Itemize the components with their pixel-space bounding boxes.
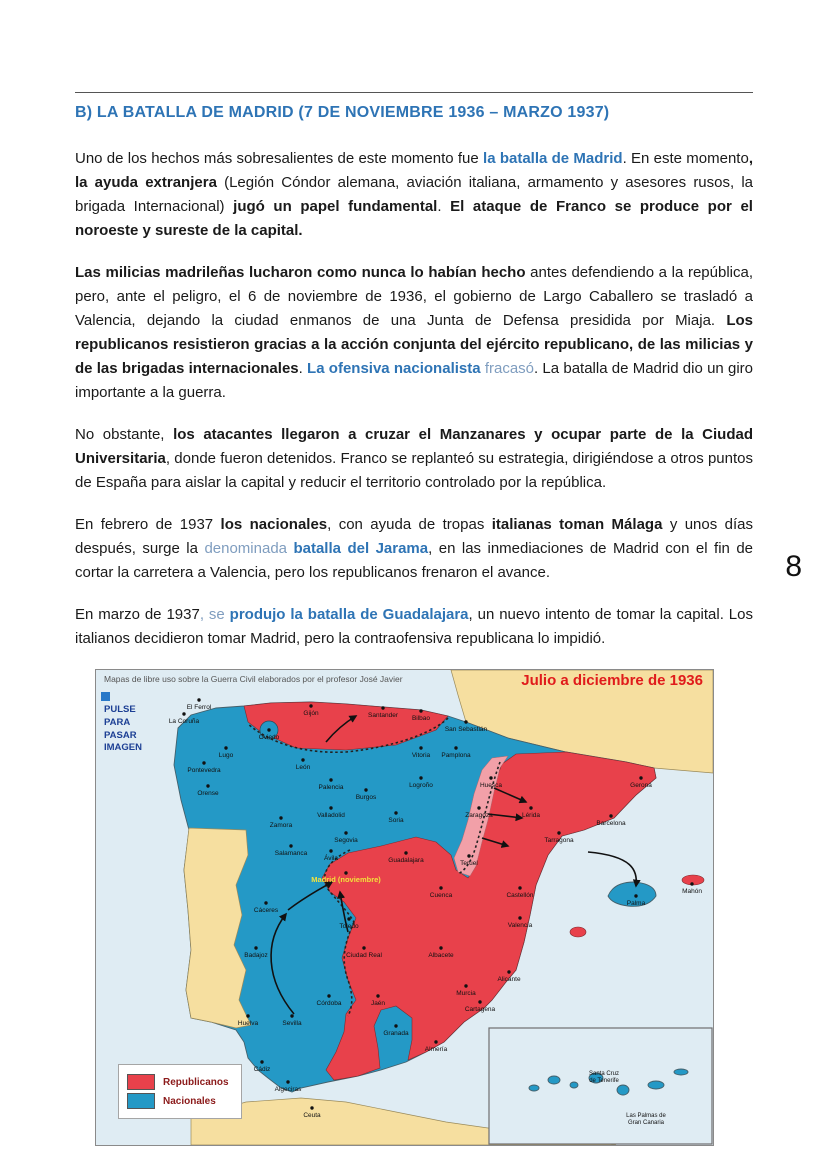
city-label: Gerona [630,782,652,789]
city-label: La Coruña [168,718,200,725]
map-legend [118,1064,242,1119]
city-dot [639,776,642,779]
city-label: León [295,764,311,771]
city-label: Cáceres [253,907,279,914]
page-number: 8 [785,550,802,583]
city-dot [478,1000,481,1003]
city-label: Mahón [682,888,702,895]
city-dot [609,814,612,817]
city-label: Huesca [479,782,503,789]
city-dot [419,776,422,779]
city-dot [439,946,442,949]
city-label: Segovia [334,837,358,844]
city-dot [529,806,532,809]
city-label: Albacete [428,952,454,959]
canary-inset [489,1028,712,1144]
city-label: Burgos [355,794,377,801]
city-dot [464,984,467,987]
city-label: Ciudad Real [346,952,382,959]
city-dot [362,946,365,949]
city-label: Granada [383,1030,409,1037]
city-label: Salamanca [274,850,308,857]
section-divider [75,92,753,93]
city-dot [309,704,312,707]
legend-label: Nacionales [163,1095,216,1107]
city-dot [489,776,492,779]
legend-item [127,1093,229,1109]
city-dot [264,901,267,904]
city-dot [518,886,521,889]
city-dot [202,761,205,764]
city-dot [301,758,304,761]
city-dot [557,831,560,834]
city-label: Palencia [318,784,344,791]
city-dot [329,806,332,809]
city-dot [507,970,510,973]
paragraph: Las milicias madrileñas lucharon como nunca lo habían hecho antes defendiendo a la república, pero, ante el peligro, el 6 de noviembre de 1936, el gobierno de Largo Caballero se trasladó a Valencia, dejando la ciudad enmanos de una Junta de Defensa presidida por Miaja. Los republicanos resistieron gracias a la acción conjunta del ejército republicano, de las milicias y de las brigadas internacionales. La ofensiva nacionalista fracasó. La batalla de Madrid dio un giro importante a la guerra. [75,264,753,401]
paragraph: En marzo de 1937, se produjo la batalla de Guadalajara, un nuevo intento de tomar la capital. Los italianos decidieron tomar Madrid, pero la contraofensiva republicana lo impidió. [75,606,753,647]
city-dot [206,784,209,787]
city-dot [290,1014,293,1017]
city-dot [439,886,442,889]
city-dot [344,831,347,834]
map-title: Julio a diciembre de 1936 [521,672,703,689]
city-dot [518,916,521,919]
city-label: Jaén [370,1000,386,1007]
city-label: Santa Cruz de Tenerife [588,1071,620,1084]
city-label: Murcia [456,990,476,997]
ibiza-island [570,927,586,937]
city-dot [329,849,332,852]
city-label: Pontevedra [187,767,221,774]
city-label: Huelva [237,1020,259,1027]
city-label: Cartagena [464,1006,496,1013]
city-label: Ávila [323,855,339,862]
legend-label: Republicanos [163,1076,229,1088]
city-dot [477,806,480,809]
paragraph: En febrero de 1937 los nacionales, con ayuda de tropas italianas toman Málaga y unos días después, surge la denominada batalla del Jarama, en las inmediaciones de Madrid con el fin de cortar la carretera a Valencia, pero los republicanos frenaron el avance. [75,516,754,581]
city-dot [434,1040,437,1043]
city-label: Ceuta [303,1112,321,1119]
city-dot [289,844,292,847]
legend-swatch [127,1074,155,1090]
city-dot [467,854,470,857]
city-dot [376,994,379,997]
city-label: Madrid (noviembre) [311,875,381,884]
city-dot [464,720,467,723]
city-dot [224,746,227,749]
city-dot [394,811,397,814]
city-label: Palma [626,900,646,907]
legend-item [127,1074,229,1090]
city-label: Gijón [303,710,319,717]
city-label: Barcelona [596,820,626,827]
city-dot [260,1060,263,1063]
city-label: Logroño [409,782,433,789]
city-dot [197,698,200,701]
city-label: Orense [197,790,219,797]
city-dot [329,778,332,781]
paragraphs [75,147,753,651]
city-dot [347,917,350,920]
civil-war-map [95,669,714,1146]
city-dot [279,816,282,819]
city-dot [246,1014,249,1017]
city-label: Alicante [497,976,521,983]
city-label: Sevilla [282,1020,302,1027]
city-label: Algeciras [274,1086,302,1093]
city-label: Teruel [460,860,478,867]
paragraph: Uno de los hechos más sobresalientes de este momento fue la batalla de Madrid. En este momento, la ayuda extranjera (Legión Cóndor alemana, aviación italiana, armamento y asesores rusos, la brigada Internacional) jugó un papel fundamental. El ataque de Franco se produce por el noroeste y sureste de la capital. [75,150,754,239]
city-dot [381,706,384,709]
city-dot [454,746,457,749]
city-dot [634,894,637,897]
city-dot [690,882,693,885]
city-label: Almería [424,1046,448,1053]
city-label: Las Palmas de Gran Canaria [626,1113,666,1126]
city-label: Zamora [269,822,293,829]
map-note: PULSE PARA PASAR IMAGEN [104,704,142,754]
city-label: Santander [368,712,398,719]
city-dot [419,746,422,749]
city-label: Vitoria [411,752,431,759]
city-dot [327,994,330,997]
city-dot [364,788,367,791]
city-label: Zaragoza [465,812,493,819]
city-label: Cuenca [429,892,453,899]
city-label: Lugo [218,752,234,759]
city-dot [254,946,257,949]
city-dot [419,709,422,712]
section-heading: B) LA BATALLA DE MADRID (7 DE NOVIEMBRE 1936 – MARZO 1937) [75,104,610,121]
city-dot [267,728,270,731]
city-label: Pamplona [441,752,471,759]
city-label: Toledo [339,923,359,930]
city-label: Lérida [521,812,541,819]
city-label: Valladolid [317,812,345,819]
city-dot [310,1106,313,1109]
city-label: San Sebastián [444,726,488,733]
city-label: Valencia [507,922,533,929]
city-label: Guadalajara [388,857,424,864]
city-label: Castellón [506,892,534,899]
city-dot [404,851,407,854]
map-corner-icon [101,692,110,701]
city-dot [286,1080,289,1083]
city-label: Córdoba [316,1000,342,1007]
city-label: Cádiz [253,1066,271,1073]
city-dot [394,1024,397,1027]
city-label: Tarragona [544,837,574,844]
city-label: Bilbao [411,715,431,722]
legend-swatch [127,1093,155,1109]
map-credit: Mapas de libre uso sobre la Guerra Civil elaborados por el profesor José Javier [104,674,403,684]
city-dot [182,712,185,715]
city-label: El Ferrol [186,704,212,711]
paragraph: No obstante, los atacantes llegaron a cruzar el Manzanares y ocupar parte de la Ciudad Universitaria, donde fueron detenidos. Franco se replanteó su estrategia, dirigiéndose a otros puntos de España para aislar la capital y reducir el territorio controlado por la república. [75,426,753,491]
city-label: Badajoz [244,952,268,959]
city-label: Oviedo [258,734,280,741]
city-label: Soria [388,817,404,824]
